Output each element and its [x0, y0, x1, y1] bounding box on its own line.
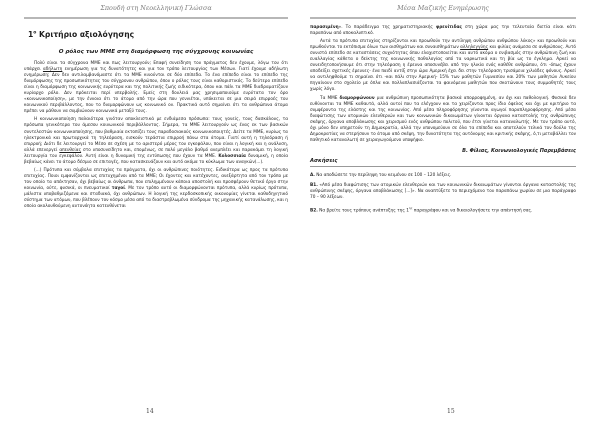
heading-number: 1	[28, 30, 34, 39]
paragraph-1: Πολύ είναι τα σύγχρονα ΜΜΕ και πως λειτουργούν; Επαφή συνείδηση του πράγματος δεν έχουμε, λόγω του ότι υπάρχει αδήλωτη ενημέρωση για τις δυνατότητες και για τον τρόπο λειτουργίας των Μέσων. Γιατί έχουμε αδήλωτη ενημέρωση; Δεν δεν αντιλαμβανόμαστε ότι τα ΜΜΕ κινούνται σε δύο επίπεδα. Το ένα επίπεδο είναι το επίπεδο της διαμόρφωσης της προσωπικότητας του σύγχρονου ανθρώπου, όπου ο ρόλος τους είναι καθοριστικός. Το δεύτερο επίπεδο είναι η διαμόρφωση της κοινωνικής ευρύτερα και της πολιτικής ζωής ειδικότερα, όπου και πάλι τα ΜΜΕ διαδραματίζουν κυρίαρχο ρόλο. Δεν πρόκειται περί υπερβολής. Εμείς στη δουλειά μας χρησιμοποιούμε ευρύτατα τον όρο «κοινωνικοποίηση», με την έννοια ότι το άτομο από την ώρα που γεννιέται, υπόκειται σε μια σειρά επιρροές του κοινωνικού περιβάλλοντος, που το διαμορφώνουν ως κοινωνικό ον. Πρακτικά αυτό σημαίνει ότι τα ανθρώπινα άτομα πρέπει να μάθουν να συμβιώνουν κοινωνικά μεταξύ τους.	[24, 61, 288, 115]
running-head-left: Σπουδή στη Νεοελληνική Γλώσσα	[100, 4, 212, 12]
source-attribution: Β. Φίλιας, Κοινωνιολογικές Παρεμβάσεις	[462, 147, 576, 154]
page-heading	[28, 30, 288, 39]
paragraph-2: Η κοινωνικοποίηση παλαιότερα γινόταν αποκλειστικά με ενδιάμεσα πρόσωπα: τους γονείς, τους δασκάλους, τα πρόσωπα γενικότερα του άμεσου κοινωνικού περιβάλλοντος. Σήμερα, τα ΜΜΕ λειτουργούν ως ένας εκ των βασικών συντελεστών κοινωνικοποίησης, που βαθμιαία εκτοπίζει τους παραδοσιακούς κοινωνικοποιητές. Δείτε τα ΜΜΕ, κυρίως τα ηλεκτρονικά και πρωταρχικά τη τηλεόραση, εισκούν τεράστια επιρροή πάνω στα άτομα. Γιατί αυτή η τηλεόραση ή επιρροή; Διότι δε λειτουργεί το Μέσο σε σχέση με το αριστερό μέρος του εγκεφάλου, που είναι η λογική και η ανάλυση, αλλά επενεργεί απευθείας στο υποσυνείδητο και, επομένως, σε πολύ μεγάλο βαθμό ανεμπλέει και παρακάμει τη λογική λειτουργία του εγκεφάλου. Αυτή είναι η δυναμική της εντύπωσης που έχουν τα ΜΜΕ. Κολοσσιαία δυναμική, η οποία βεβαίως κάνει το άτομο δέσμιο σε επιταγές, που κατασκευάζουν και αυτό ακόμα το κύκλωμα των αναγκών(...).	[24, 117, 289, 165]
exercise-b1: Β1. «Από μέσα διαφώτισης των ατομικών ελευθεριών και των κοινωνικών δικαιωμάτων γίνονται όργανα καταστολής της ανθρώπινης σκέψης, όργανα αποβλάκωσης [...]». Να αναπτύξετε το περιεχόμενο του παραπάνω χωρίου σε μια παράγραφο 70 – 90 λέξεων.	[310, 182, 576, 201]
exercises-heading: Ασκήσεις	[310, 157, 338, 164]
heading-ordinal: ο	[33, 30, 37, 36]
right-page	[300, 0, 600, 423]
article-title: Ο ρόλος των ΜΜΕ στη διαμόρφωση της σύγχρονης κοινωνίας	[58, 49, 254, 55]
page-number-right: 15	[447, 408, 455, 415]
paragraph-4: Αυτά τα πρότυπα επιτυχίας στηρίζονται και προωθούν την αντίληψη ανθρώπου ανθρώπου λύκος» και προωθούν και πρωθούνται το εκτόπισμα όλων των αισθημάτων και συναισθημάτων αλληλεγγύης και φιλίας ανάμεσα σε ανθρώπους. Αυτό συνιστά επίπεδο σε καταστάσεις συχνότητας όπου ελαχιστοποιείται και αυτό ακόμα ο ενιβασμός στην ανθρώπινη ζωή και ευαλλαγίας κάθετα ο δείκτης της κοινωνικής παθολογίας από τα ναρκωτικά και τη βία ως το έγκλημα. Αρκεί να συνειδητοποιήσουμε ότι στην τηλεόραση η έρευνα αποσυνέβει από την ηλικία ενός καθέθε ανθρώπου, ότι -όπως έχουν αποδείξει σχετικές έρευνες- ένα παιδί αντίξ στην ώρα Αμερική έχει δει στην τηλεόραση τρισάμεια χιλιάδες φόνους. Αρκεί να αντιληφθούμε τι σημαίνει ότι -και πάλι στην Αμερική- 15% των μαθητών Γυμνασίου και 20% των μαθητών Λυκείου πηγαίνουν στο σχολείο με όπλα και πολλαπλασιάζονται τα φαινόμενα μαθητών που σκοτώνουν τους συμμαθητές τους χωρίς λόγο.	[310, 39, 577, 93]
exercise-a: Α. Να αποδώσετε την περίληψη του κειμένου σε 100 – 120 λέξεις.	[310, 172, 452, 178]
header-rule	[310, 17, 576, 19]
paragraph-continued: παρασιμένη». Το παράδειγμα της χρηματιστηριακής φρενίτιδας στη χώρα μας την τελευταία διετία είναι κάτι παραπάνω από αποκαλυπτικό.	[310, 25, 576, 37]
paragraph-5: Τα ΜΜΕ διαμορφώνουν μια ανθρώπινη προσωπικότητα βασικά απορροφημένη, αν όχι και παθολογική. Φυσικά δεν ευθύνονται τα ΜΜΕ καθαυτά, αλλά αυτοί που τα ελέγχουν και τα χειρίζονται προς ίδιο όφελος και όχι με κριτήριο τα συμφέροντα της ελάστης και της κοινωνίας. Από μέσα πληροφόρησης γίνονται αγωγοί παραπληροφόρησης. Από μέσα διαφώτισης των ατομικών ελευθεριών και των κοινωνικών δικαιωμάτων γίνονται όργανα καταστολής της ανθρώπινης σκέψης, όργανα αποβλάκωσης και χειρισμού ενός ανθρώπου πολιτού, που έτσι γίνεται καταναλωτής. Με τον τρόπο αυτό, όχι μόνο δεν υπηρετούν τη Δημοκρατία, αλλά την υπονομεύουν σε όλα τα επίπεδα και αποτελούν τελικά τον δούλο της Δημοκρατίας να στερήσουν το άτομο από σκέψη, την δυνατότητα της αυτόνομης και κριτικής σκέψης, ό,τι μεταβάλλει τον παθητικό καταναλωτή σε χειραγωγούμενο υποψήφιο.	[310, 95, 577, 143]
paragraph-3: (...) Πρότυπα και σύμβολα επιτυχίας τα πράγματα, όχι οι ανθρώπινες ποιότητες. Ειδικότερα ως προς τα πρότυπα επιτυχίας. Ποιοι εμφανίζονται ως επιτυχημένοι από τα ΜΜΕ; Οι έχοντες και κατέχοντες, ανεξάρτητα από τον τρόπο με τον οποίο τα απέκτησαν, όχι βεβαίως οι άνθρωπα, που επιλημμένουν κάποια αποστολή και προσφέρουν θετικό έργο στην κοινωνία, ούτε, φυσικά, οι πνευματικοί ταγοί. Με τον τρόπο αυτό οι διαμορφώνονται πρότυπα, αλλά κυρίως πρότυπα, μάλιστα υποβαθμιζόμενα και σταδιακά, όχι ανθρώπων. Η λογική της κερδοσκοπικής οικονομίας γίνεται καθοδηγητικό σύστημα των ατόμων, που βλέπουν τον κόσμο μέσα από τα διαστρεβλωμένα σύνδρομα της μηχανικής κατανάλωσης, και η οποία ακολουθούμενη αυτονόητα κατευθύνεται	[24, 167, 288, 210]
heading-text: Κριτήριο αξιολόγησης	[39, 30, 135, 39]
running-head-right: Μέσα Μαζικής Ενημέρωσης	[397, 4, 489, 12]
exercise-b2: Β2. Να βρείτε τους τρόπους ανάπτυξης της $1^{\eta\varsigma}$ παραγράφου και να δικαιολογήσετε την απάντησή σας.	[310, 206, 533, 214]
exercises-rule	[310, 166, 576, 167]
page-number-left: 14	[146, 408, 154, 415]
header-rule	[24, 17, 288, 19]
